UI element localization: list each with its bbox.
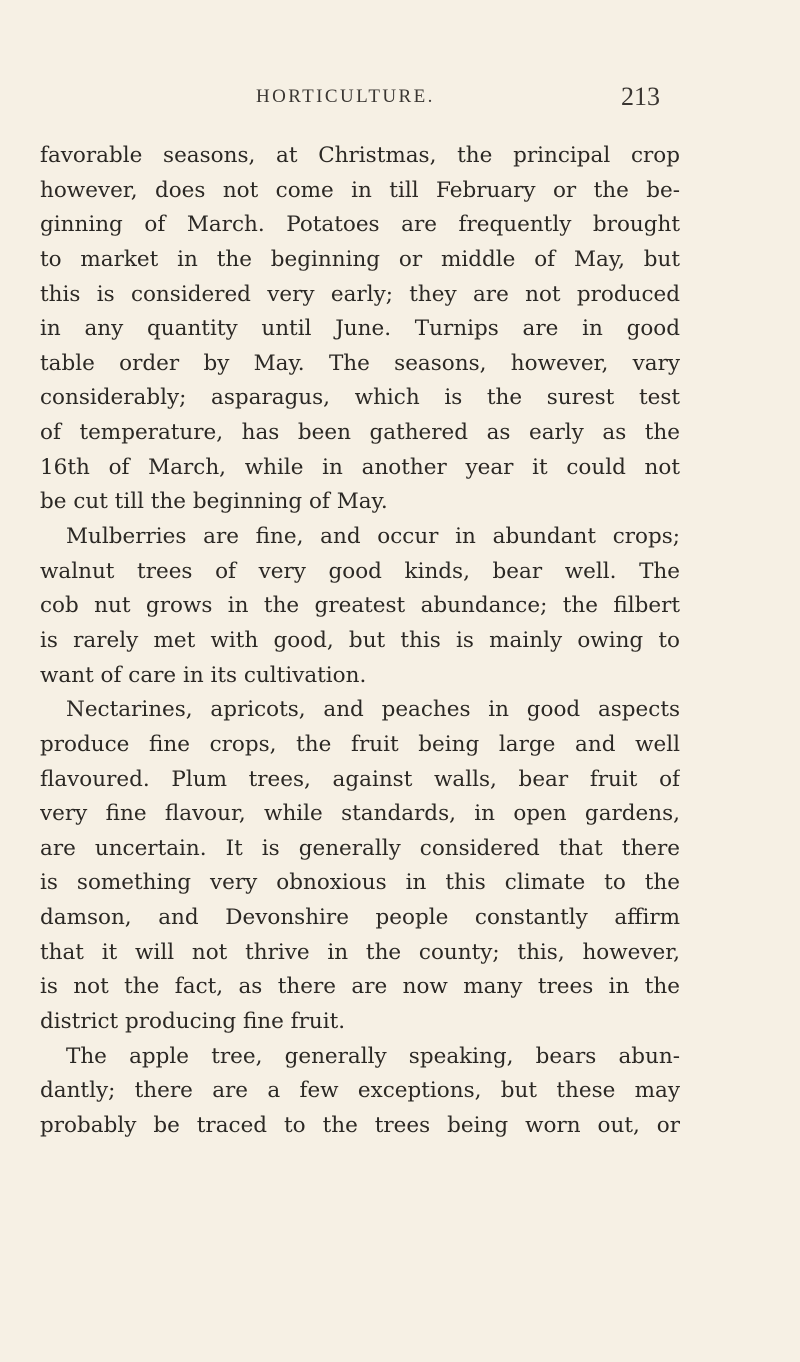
page-number: 213 <box>621 82 660 111</box>
text-line: that it will not thrive in the county; this, however, <box>40 939 680 965</box>
text-line: favorable seasons, at Christmas, the principal crop <box>40 143 680 168</box>
text-line: Mulberries are fine, and occur in abundant crops; <box>66 524 680 550</box>
text-line: very fine flavour, while standards, in open gardens, <box>40 801 680 827</box>
text-line: ginning of March. Potatoes are frequently brought <box>40 212 680 238</box>
text-line: damson, and Devonshire people constantly affirm <box>40 905 680 931</box>
text-line: in any quantity until June. Turnips are in good <box>40 316 680 342</box>
text-line: flavoured. Plum trees, against walls, bear fruit of <box>40 766 680 792</box>
paragraph <box>40 139 680 520</box>
text-line: be cut till the beginning of May. <box>40 489 388 515</box>
text-line: cob nut grows in the greatest abundance; the filbert <box>40 593 680 619</box>
text-line: want of care in its cultivation. <box>40 662 367 688</box>
text-line: is not the fact, as there are now many trees in the <box>40 974 680 1000</box>
text-line: are uncertain. It is generally considered that there <box>40 835 680 861</box>
text-line: is something very obnoxious in this climate to the <box>40 870 680 896</box>
paragraph <box>40 693 680 1039</box>
text-line: district producing fine fruit. <box>40 1009 346 1035</box>
text-line: considerably; asparagus, which is the surest test <box>40 385 680 411</box>
text-line: of temperature, has been gathered as early as the <box>40 420 680 446</box>
body-text <box>40 139 680 1144</box>
text-line: The apple tree, generally speaking, bears abun- <box>66 1043 680 1069</box>
text-line: however, does not come in till February or the be- <box>40 177 680 203</box>
text-line: table order by May. The seasons, however, vary <box>40 350 680 376</box>
text-line: dantly; there are a few exceptions, but these may <box>40 1078 680 1104</box>
text-line: this is considered very early; they are not produced <box>40 281 680 307</box>
text-line: to market in the beginning or middle of May, but <box>40 246 680 272</box>
text-line: produce fine crops, the fruit being large and well <box>40 731 680 757</box>
paragraph <box>40 1040 680 1144</box>
paragraph <box>40 520 680 693</box>
text-line: is rarely met with good, but this is mainly owing to <box>40 627 680 653</box>
text-line: probably be traced to the trees being worn out, or <box>40 1112 680 1138</box>
running-head: HORTICULTURE. <box>256 86 435 107</box>
text-line: 16th of March, while in another year it could not <box>40 454 680 480</box>
text-line: walnut trees of very good kinds, bear well. The <box>40 558 680 584</box>
text-line: Nectarines, apricots, and peaches in good aspects <box>66 697 680 723</box>
